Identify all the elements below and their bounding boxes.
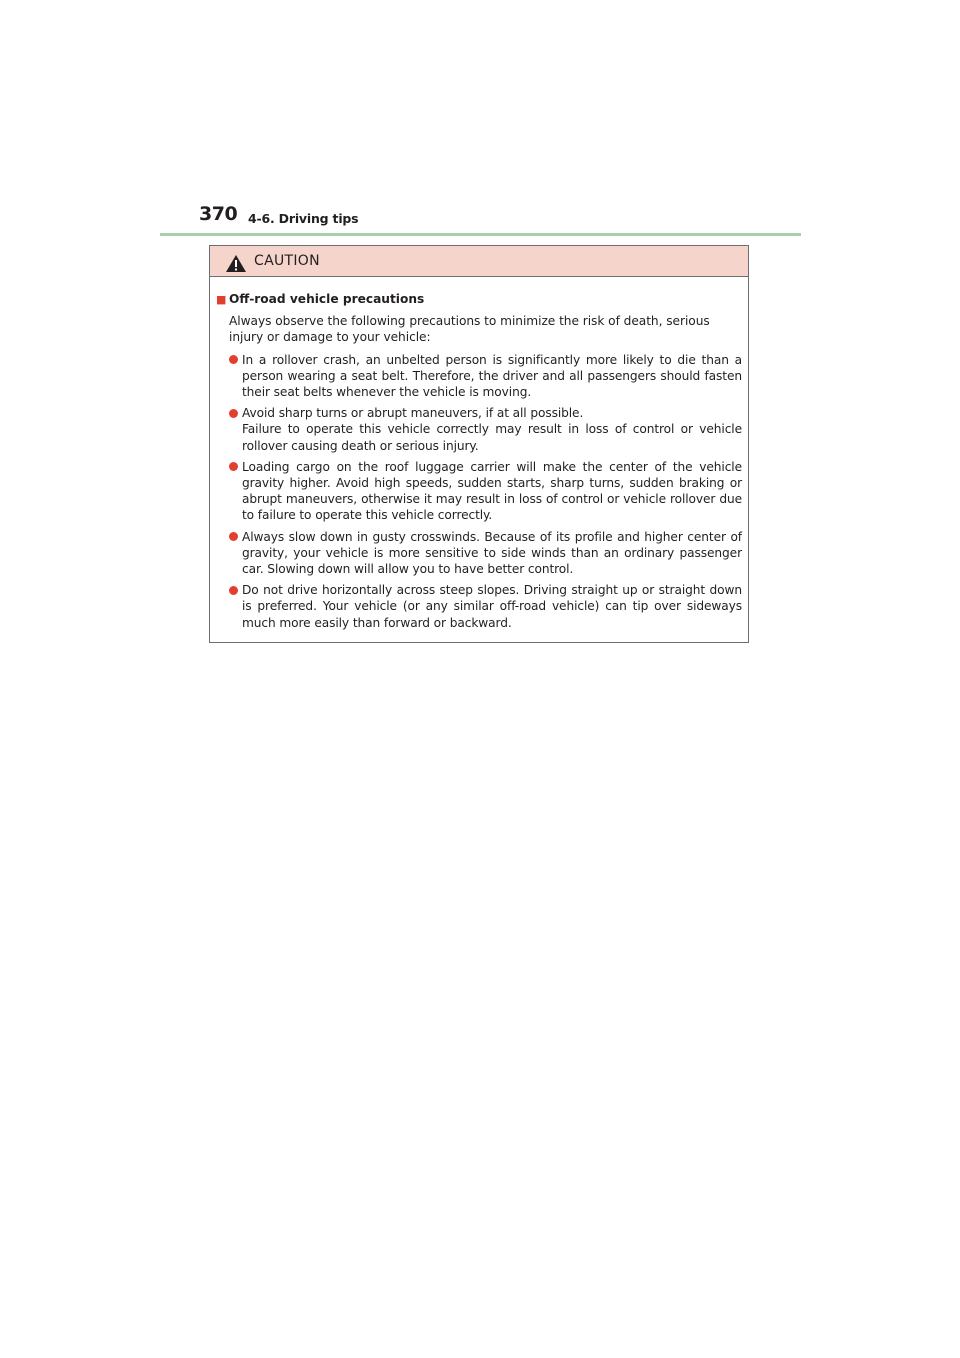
circle-bullet-icon xyxy=(229,409,238,418)
circle-bullet-icon xyxy=(229,355,238,364)
list-item xyxy=(229,529,742,578)
circle-bullet-icon xyxy=(229,586,238,595)
page-number: 370 xyxy=(199,203,238,225)
bullet-text: Always slow down in gusty crosswinds. Because of its profile and higher center of gravity, your vehicle is more sensitive to side winds than an ordinary passenger car. Slowing down will allow you to have better control. xyxy=(242,529,742,577)
intro-text: Always observe the following precautions to minimize the risk of death, serious injury or damage to your vehicle: xyxy=(229,314,710,345)
topic-title: Off-road vehicle precautions xyxy=(229,292,425,306)
section-title: 4-6. Driving tips xyxy=(248,211,359,226)
caution-body xyxy=(210,277,748,631)
list-item xyxy=(229,582,742,631)
header-rule xyxy=(160,233,801,236)
circle-bullet-icon xyxy=(229,532,238,541)
bullet-text-continued: Failure to operate this vehicle correctly may result in loss of control or vehicle rollover causing death or serious injury. xyxy=(242,422,742,453)
list-item xyxy=(229,352,742,401)
topic-heading xyxy=(216,291,742,308)
caution-label: CAUTION xyxy=(254,253,320,269)
bullet-text: Avoid sharp turns or abrupt maneuvers, if at all possible. xyxy=(242,406,584,421)
bullet-text: Loading cargo on the roof luggage carrier will make the center of the vehicle gravity higher. Avoid high speeds, sudden starts, sharp turns, sudden braking or abrupt maneuvers, otherwise it may result in loss of control or vehicle rollover due to failure to operate this vehicle correctly. xyxy=(242,459,742,523)
caution-box xyxy=(209,245,749,643)
caution-header xyxy=(210,246,748,277)
precaution-list xyxy=(216,352,742,631)
list-item xyxy=(229,459,742,524)
bullet-text: Do not drive horizontally across steep slopes. Driving straight up or straight down is preferred. Your vehicle (or any similar off-road vehicle) can tip over sideways much more easily than forward or backward. xyxy=(242,583,742,630)
list-item xyxy=(229,405,742,454)
square-bullet-icon: ■ xyxy=(216,293,227,306)
warning-triangle-icon xyxy=(225,254,247,273)
bullet-text: In a rollover crash, an unbelted person is significantly more likely to die than a person wearing a seat belt. Therefore, the driver and all passengers should fasten their seat belts whenever the vehicle is moving. xyxy=(242,352,742,400)
circle-bullet-icon xyxy=(229,462,238,471)
